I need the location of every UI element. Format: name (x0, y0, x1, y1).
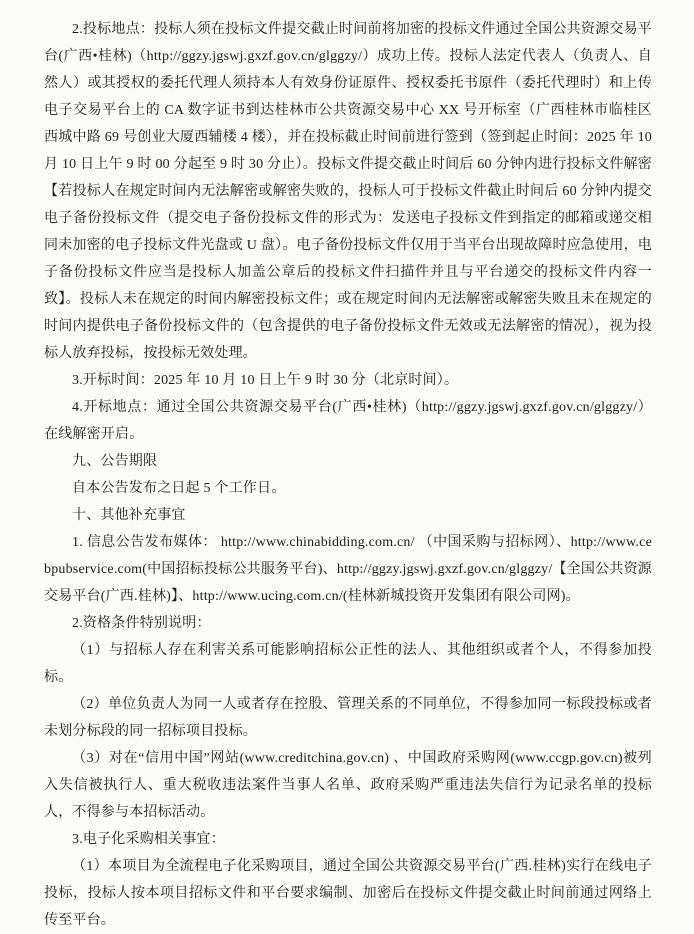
para-announcement-period-duration: 自本公告发布之日起 5 个工作日。 (72, 481, 286, 496)
para-3-bid-opening-time: 3.开标时间：2025 年 10 月 10 日上午 9 时 30 分（北京时间）。 (72, 373, 459, 388)
heading-section-10-other-matters: 十、其他补充事宜 (72, 508, 186, 523)
para-3-1-full-process-electronic-bidding: （1）本项目为全流程电子化采购项目，通过全国公共资源交易平台(广西.桂林)实行在线电子投标，投标人按本项目招标文件和平台要求编制、加密后在投标文件提交截止时间前通过网络上传至平台。 (44, 859, 652, 928)
para-2-bid-location: 2.投标地点：投标人须在投标文件提交截止时间前将加密的投标文件通过全国公共资源交易平台(广西•桂林)（http://ggzy.jgswj.gxzf.gov.cn/glggzy/）成功上传。投标人法定代表人（负责人、自然人）或其授权的委托代理人须持本人有效身份证原件、授权委托书原件（委托代理时）和上传电子交易平台上的 CA 数字证书到达桂林市公共资源交易中心 XX 号开标室（广西桂林市临桂区西城中路 69 号创业大厦西辅楼 4 楼），并在投标截止时间前进行签到（签到起止时间：2025 年 10 月 10 日上午 9 时 00 分起至 9 时 30 分止）。投标文件提交截止时间后 60 分钟内进行投标文件解密【若投标人在规定时间内无法解密或解密失败的，投标人可于投标文件截止时间后 60 分钟内提交电子备份投标文件（提交电子备份投标文件的形式为：发送电子投标文件到指定的邮箱或递交相同未加密的电子投标文件光盘或 U 盘）。电子备份投标文件仅用于当平台出现故障时应急使用，电子备份投标文件应当是投标人加盖公章后的投标文件扫描件并且与平台递交的投标文件内容一致】。投标人未在规定的时间内解密投标文件；或在规定时间内无法解密或解密失败且未在规定的时间内提供电子备份投标文件的（包含提供的电子备份投标文件无效或无法解密的情况），视为投标人放弃投标，按投标无效处理。 (44, 22, 652, 361)
para-3-electronic-procurement-matters: 3.电子化采购相关事宜： (72, 832, 225, 847)
para-2-1-conflict-of-interest: （1）与招标人存在利害关系可能影响招标公正性的法人、其他组织或者个人，不得参加投标。 (44, 643, 652, 685)
heading-section-9-announcement-period: 九、公告期限 (72, 454, 158, 469)
para-2-3-credit-china-blacklist: （3）对在“信用中国”网站(www.creditchina.gov.cn) 、中国政府采购网(www.ccgp.gov.cn)被列入失信被执行人、重大税收违法案件当事人名单、政府采购严重违法失信行为记录名单的投标人，不得参与本招标活动。 (44, 751, 652, 820)
para-4-bid-opening-place: 4.开标地点：通过全国公共资源交易平台(广西•桂林)（http://ggzy.jgswj.gxzf.gov.cn/glggzy/）在线解密开启。 (44, 400, 652, 442)
para-2-2-same-person-or-control-relation: （2）单位负责人为同一人或者存在控股、管理关系的不同单位，不得参加同一标段投标或者未划分标段的同一招标项目投标。 (44, 697, 652, 739)
para-2-qualification-special-notes: 2.资格条件特别说明： (72, 616, 211, 631)
para-1-information-announcement-media: 1. 信息公告发布媒体： http://www.chinabidding.com.cn/ （中国采购与招标网）、http://www.cebpubservice.com(中国招标投标公共服务平台)、http://ggzy.jgswj.gxzf.gov.cn/glggzy/【全国公共资源交易平台(广西.桂林)】、http://www.ucing.com.cn/(桂林新城投资开发集团有限公司网)。 (44, 535, 652, 604)
